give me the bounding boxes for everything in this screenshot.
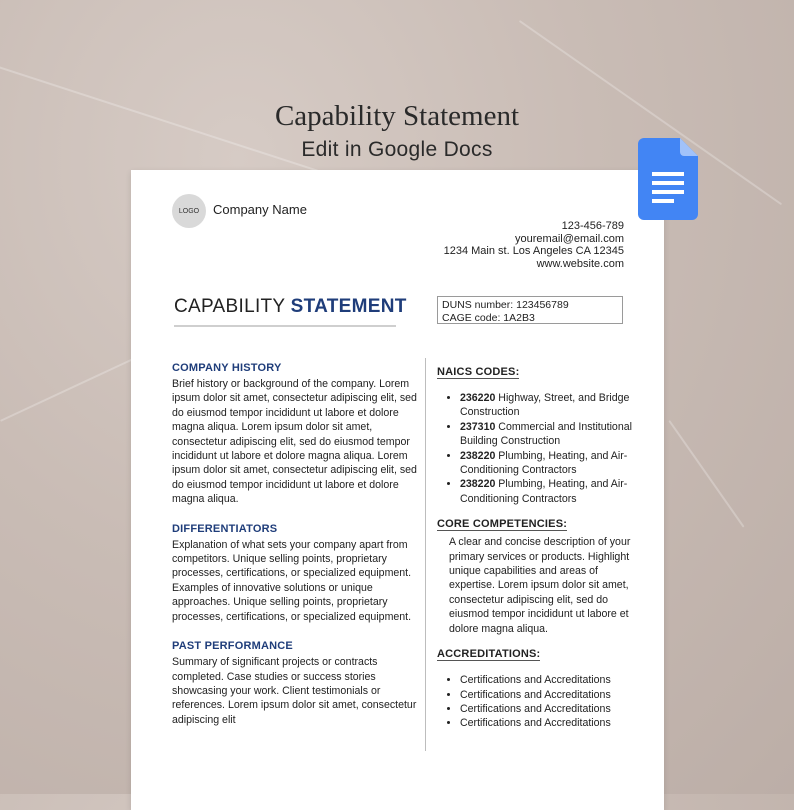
past-performance-text: Summary of significant projects or contracts completed. Case studies or success stories showcasing your work. Client testimonials or references. Lorem ipsum dolor sit amet, consectetur adipiscing elit [172, 656, 417, 726]
google-docs-icon [638, 138, 698, 220]
list-item [460, 391, 637, 420]
naics-desc: Plumbing, Heating, and Air-Conditioning Contractors [460, 478, 628, 505]
company-history-text: Brief history or background of the company. Lorem ipsum dolor sit amet, consectetur adipiscing elit, sed do eiusmod tempor incididunt ut labore et dolore magna aliqua. Lorem ipsum dolor sit amet, consectetur adipiscing elit, sed do eiusmod tempor incididunt ut labore et dolore magna aliqua. Lorem ipsum dolor sit amet, consectetur adipiscing elit, sed do eiusmod tempor incididunt ut labore et dolore magna aliqua. [172, 378, 417, 506]
hero-subtitle: Edit in Google Docs [301, 138, 493, 161]
naics-heading: NAICS CODES: [437, 366, 520, 378]
left-column [172, 362, 422, 727]
identifiers-box [437, 296, 623, 324]
naics-code: 237310 [460, 420, 496, 433]
accreditations-heading: ACCREDITATIONS: [437, 648, 541, 661]
company-name: Company Name [213, 202, 307, 217]
list-item [460, 477, 637, 506]
contact-email: youremail@email.com [515, 232, 624, 245]
list-item: • Certifications and Accreditations [460, 673, 637, 687]
marble-vein [668, 420, 744, 528]
naics-desc: Highway, Street, and Bridge Construction [460, 392, 630, 419]
title-underline [174, 325, 396, 327]
company-history-heading: COMPANY HISTORY [172, 362, 282, 374]
contact-block [444, 220, 624, 270]
list-item: • Certifications and Accreditations [460, 688, 637, 702]
marble-vein [0, 352, 146, 421]
duns-value: 123456789 [516, 299, 569, 311]
core-competencies-heading: CORE COMPETENCIES: [437, 518, 568, 531]
naics-code: 238220 [460, 449, 496, 462]
differentiators-text: Explanation of what sets your company apart from competitors. Unique selling points, proprietary processes, certifications, or specialized equipment. Examples of innovative solutions or unique approaches. Unique selling points, proprietary processes, certifications, or specialized equipment. [172, 538, 412, 623]
contact-website: www.website.com [536, 257, 624, 270]
title-part1: CAPABILITY [174, 296, 291, 317]
right-column [437, 362, 637, 731]
contact-phone: 123-456-789 [561, 220, 624, 232]
naics-desc: Commercial and Institutional Building Construction [460, 420, 632, 448]
cage-label: CAGE code: [442, 311, 504, 324]
column-divider [425, 358, 426, 751]
list-item: • Certifications and Accreditations [460, 716, 637, 730]
naics-desc: Plumbing, Heating, and Air-Conditioning Contractors [460, 449, 628, 477]
differentiators-heading: DIFFERENTIATORS [172, 522, 278, 535]
naics-list [437, 391, 637, 506]
logo-placeholder: LOGO [172, 194, 206, 228]
accreditations-list [437, 673, 637, 731]
cage-value: 1A2B3 [503, 311, 535, 324]
title-part2: STATEMENT [290, 296, 407, 317]
document-title [174, 296, 407, 318]
naics-code: 236220 [460, 392, 496, 404]
naics-code: 238220 [460, 478, 496, 491]
list-item [460, 420, 637, 449]
duns-label: DUNS number: [442, 299, 517, 311]
hero-title: Capability Statement [274, 100, 520, 132]
list-item: • Certifications and Accreditations [460, 702, 637, 716]
list-item [460, 449, 637, 478]
past-performance-heading: PAST PERFORMANCE [172, 640, 293, 653]
document-page [131, 170, 664, 810]
contact-address: 1234 Main st. Los Angeles CA 12345 [443, 245, 624, 258]
core-competencies-text: A clear and concise description of your primary services or products. Highlight unique capabilities and areas of expertise. Lorem ipsum dolor sit amet, consectetur adipiscing elit, sed do eiusmod tempor incididunt ut labore et dolore magna aliqua. [449, 536, 631, 635]
